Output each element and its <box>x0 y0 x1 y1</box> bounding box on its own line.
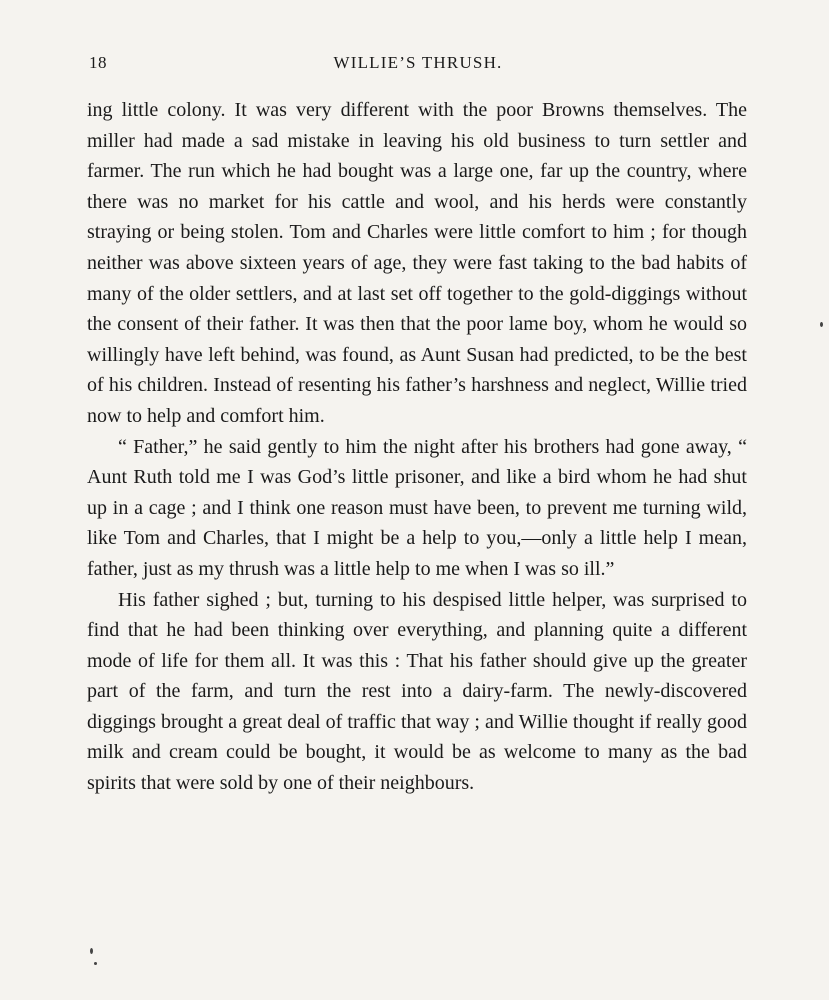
page-number: 18 <box>89 53 107 72</box>
paragraph-continuation: ing little colony. It was very different with the poor Browns themselves. The miller had made a sad mistake in leaving his old business to turn settler and farmer. The run which he had bought was a large one, far up the country, where there was no market for his cattle and wool, and his herds were constantly straying or being stolen. Tom and Charles were little comfort to him ; for though neither was above sixteen years of age, they were fast taking to the bad habits of many of the older settlers, and at last set off together to the gold-diggings without the consent of their father. It was then that the poor lame boy, whom he would so willingly have left behind, was found, as Aunt Susan had predicted, to be the best of his children. Instead of resenting his father’s harshness and neglect, Willie tried now to help and comfort him. <box>87 99 747 427</box>
ink-speck <box>90 948 93 954</box>
running-title: WILLIE’S THRUSH. <box>333 53 503 72</box>
ink-speck <box>820 322 823 327</box>
body-text <box>87 95 747 799</box>
ink-speck <box>94 962 97 965</box>
paragraph-dairy-plan: His father sighed ; but, turning to his despised little helper, was surprised to find that he had been thinking over everything, and planning quite a different mode of life for them all. It was this : That his father should give up the greater part of the farm, and turn the rest into a dairy-farm. The newly-discovered diggings brought a great deal of traffic that way ; and Willie thought if really good milk and cream could be bought, it would be as welcome to many as the bad spirits that were sold by one of their neighbours. <box>87 588 747 795</box>
page-header <box>89 53 747 79</box>
paragraph-willie-speech: “ Father,” he said gently to him the night after his brothers had gone away, “ Aunt Ruth told me I was God’s little prisoner, and like a bird whom he had shut up in a cage ; and I think one reason must have been, to prevent me turning wild, like Tom and Charles, that I might be a help to you,—only a little help I mean, father, just as my thrush was a little help to me when I was so ill.” <box>87 435 747 580</box>
